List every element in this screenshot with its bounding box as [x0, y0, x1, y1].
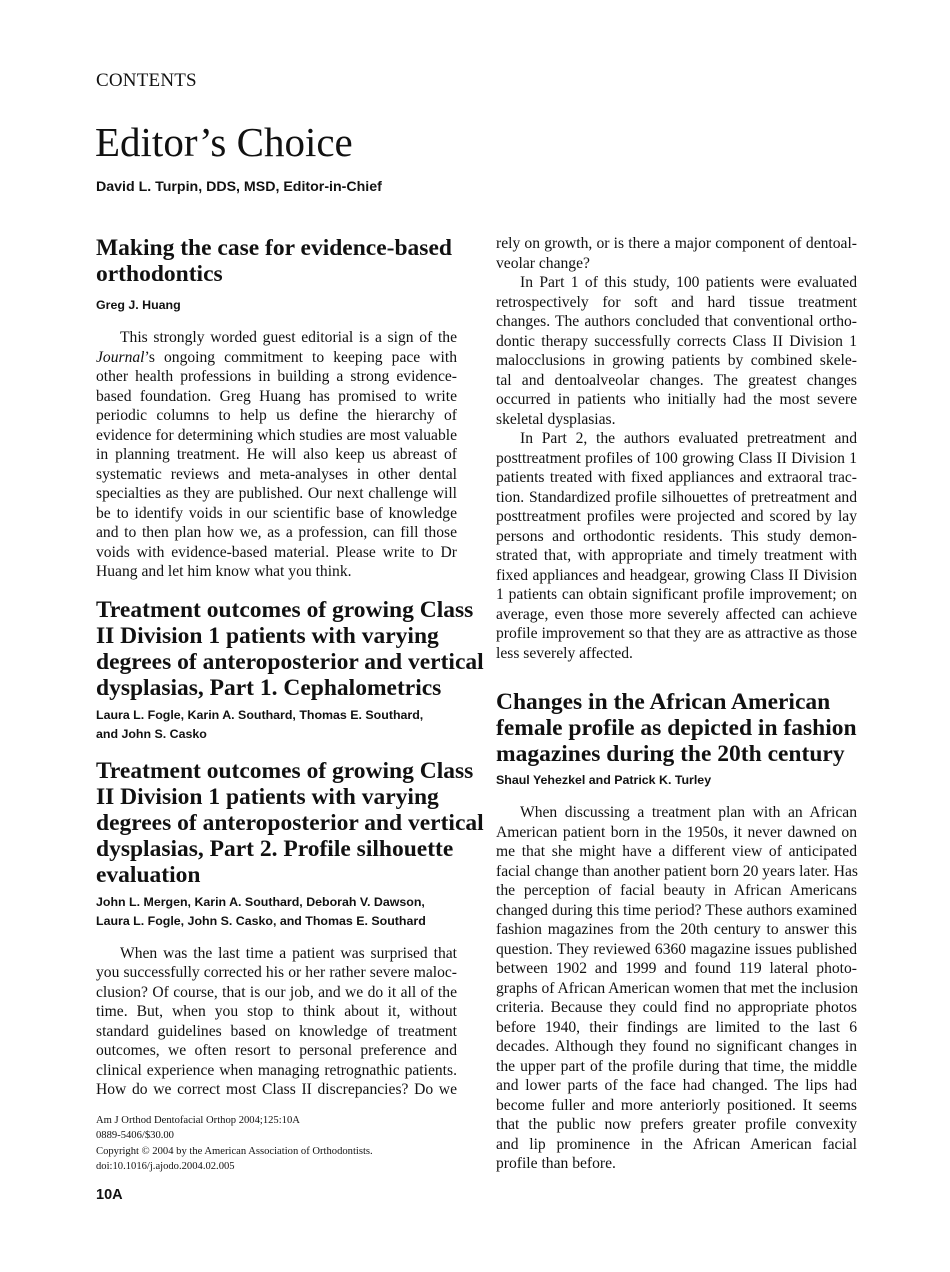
- summary-line: fixed appliances and headgear, growing Class II Division: [496, 566, 857, 584]
- author-line: Laura L. Fogle, Karin A. Southard, Thomas E. Southard,: [96, 707, 424, 722]
- title-line: II Division 1 patients with varying: [96, 622, 439, 649]
- summary-line: and lower parts of the face had changed. The lips had: [496, 1077, 857, 1094]
- summary-line: criteria. Because they could find no appropriate photos: [496, 999, 857, 1016]
- article-part1-cephalometrics: [96, 596, 484, 744]
- title-line: evaluation: [96, 861, 201, 888]
- summary-line: and lip prominence in the African American facial: [496, 1135, 857, 1153]
- author-line: and John S. Casko: [96, 726, 207, 741]
- summary-line: outcomes, we often resort to personal preference and: [96, 1042, 457, 1059]
- article-part2-profile-silhouette: [96, 757, 484, 1100]
- summary-line: fashion magazines from the 20th century to answer this: [496, 921, 857, 938]
- title-line: degrees of anteroposterior and vertical: [96, 809, 484, 836]
- section-label: CONTENTS: [96, 70, 197, 91]
- summary-line: evidence for determining which studies are most valuable: [96, 426, 457, 444]
- right-column: [496, 234, 857, 1174]
- summary-line: In Part 2, the authors evaluated pretreatment and: [520, 430, 857, 447]
- left-column: [96, 234, 484, 1100]
- summary-line: periodic columns to help us define the hierarchy of: [96, 407, 457, 424]
- citation-footer: [96, 1113, 373, 1174]
- summary-line: clusion? Of course, that is our job, and we do it all of the: [96, 983, 457, 1001]
- summary-line: before 1940, their findings are limited to the last 6: [496, 1018, 857, 1036]
- journal-citation: Am J Orthod Dentofacial Orthop 2004;125:10A: [96, 1115, 300, 1126]
- summary-line: that the public now prefers greater profile convexity: [496, 1116, 857, 1133]
- summary-line: dontic therapy successfully corrects Class II Division 1: [496, 332, 857, 350]
- summary-line: changed during this time period? These authors examined: [496, 901, 857, 919]
- summary-line: time. But, when you stop to think about it, without: [96, 1003, 457, 1020]
- article-summary: [496, 803, 857, 1174]
- author-line: Shaul Yehezkel and Patrick K. Turley: [496, 773, 712, 787]
- article-title: [496, 689, 857, 767]
- author-line: John L. Mergen, Karin A. Southard, Deborah V. Dawson,: [96, 894, 425, 909]
- summary-line: become fuller and more anteriorly positioned. It seems: [496, 1096, 857, 1114]
- summary-line: strated that, with appropriate and timely treatment with: [496, 547, 857, 564]
- article-title: [96, 596, 484, 701]
- title-line: Changes in the African American: [496, 689, 831, 715]
- summary-line: tal and dentoalveolar changes. The greatest changes: [496, 371, 857, 389]
- article-summary: [96, 944, 457, 1100]
- summary-line: in planning treatment. He will also keep us abreast of: [96, 446, 457, 463]
- summary-line: average, even those more severely affected can achieve: [496, 605, 857, 623]
- summary-line: systematic reviews and meta-analyses in other dental: [96, 465, 457, 483]
- summary-line: When discussing a treatment plan with an African: [520, 804, 857, 821]
- summary-line: skeletal dysplasias.: [496, 410, 616, 428]
- summary-line: persons and orthodontic residents. This study demon-: [496, 527, 857, 545]
- title-line: magazines during the 20th century: [496, 741, 845, 767]
- summary-line-rest: ’s ongoing commitment to keeping pace with: [144, 348, 457, 366]
- title-line: dysplasias, Part 1. Cephalometrics: [96, 674, 442, 701]
- summary-line: decades. Although they found no significant changes in: [496, 1038, 857, 1055]
- summary-line: less severely affected.: [496, 644, 633, 662]
- summary-line: This strongly worded guest editorial is a sign of the: [120, 329, 457, 346]
- summary-line: between 1902 and 1999 and found 119 lateral photo-: [496, 960, 857, 977]
- summary-line: profile than before.: [496, 1155, 616, 1172]
- summary-line: tion. Standardized profile silhouettes of pretreatment and: [496, 488, 857, 506]
- page-title: Editor’s Choice: [95, 119, 353, 165]
- title-line: Treatment outcomes of growing Class: [96, 596, 474, 623]
- summary-line: voids with evidence-based material. Please write to Dr: [96, 543, 457, 561]
- summary-line: standard guidelines based on knowledge of treatment: [96, 1022, 457, 1040]
- summary-line: posttreatment profiles were projected and scored by lay: [496, 508, 857, 525]
- summary-line: facial change than another patient born 20 years later. Has: [496, 862, 858, 880]
- title-line: Treatment outcomes of growing Class: [96, 757, 474, 784]
- article-summary: [96, 328, 457, 582]
- title-line: orthodontics: [96, 261, 223, 287]
- summary-line: posttreatment profiles of 100 growing Class II Division 1: [496, 449, 857, 467]
- article-summary-continued: [496, 234, 857, 663]
- summary-line: 1 patients can obtain significant profile improvement; on: [496, 586, 857, 603]
- editor-byline: David L. Turpin, DDS, MSD, Editor-in-Chief: [96, 179, 382, 195]
- summary-line: Huang and let him know what you think.: [96, 563, 352, 580]
- summary-line: When was the last time a patient was surprised that: [120, 944, 457, 962]
- summary-line: you successfully corrected his or her rather severe maloc-: [96, 964, 457, 981]
- journal-italic: Journal: [96, 348, 145, 366]
- issn-price: 0889-5406/$30.00: [96, 1130, 174, 1142]
- summary-line: veolar change?: [496, 254, 590, 272]
- article-title: [96, 757, 484, 888]
- summary-line: changes. The authors concluded that conventional ortho-: [496, 313, 857, 330]
- summary-line: and to then plan how we, as a profession, can fill those: [96, 524, 457, 541]
- article-authors: [96, 706, 457, 744]
- summary-line: specialties as they are published. Our next challenge will: [96, 485, 457, 502]
- summary-line: retrospectively for soft and hard tissue treatment: [496, 293, 857, 311]
- summary-line: rely on growth, or is there a major component of dentoal-: [496, 235, 857, 252]
- summary-line: the upper part of the profile during that time, the middle: [496, 1057, 857, 1075]
- article-authors: [96, 296, 457, 315]
- summary-line: profile improvement so that they are as attractive as those: [496, 625, 857, 642]
- page-number: 10A: [96, 1187, 123, 1203]
- summary-line: In Part 1 of this study, 100 patients were evaluated: [520, 274, 857, 291]
- summary-line: graphs of African American women that met the inclusion: [496, 979, 859, 997]
- summary-line: How do we correct most Class II discrepancies? Do we: [96, 1081, 457, 1098]
- summary-line: be to identify voids in our scientific base of knowledge: [96, 504, 457, 522]
- summary-line: based foundation. Greg Huang has promised to write: [96, 387, 457, 405]
- author-line: Greg J. Huang: [96, 298, 181, 312]
- article-evidence-based: [96, 235, 457, 582]
- title-line: II Division 1 patients with varying: [96, 783, 439, 810]
- title-line: female profile as depicted in fashion: [496, 715, 857, 741]
- title-line: Making the case for evidence-based: [96, 235, 452, 261]
- summary-line: American patient born in the 1950s, it never dawned on: [496, 823, 857, 841]
- title-line: dysplasias, Part 2. Profile silhouette: [96, 835, 454, 862]
- summary-line: question. They reviewed 6360 magazine issues published: [496, 940, 857, 958]
- summary-line: me that she might have a different view of anticipated: [496, 843, 857, 860]
- copyright-notice: Copyright © 2004 by the American Association of Orthodontists.: [96, 1145, 373, 1157]
- article-authors: [496, 771, 857, 790]
- article-title: [96, 235, 457, 287]
- summary-line: malocclusions in growing patients by combined skele-: [496, 352, 857, 369]
- article-african-american-profile: [496, 689, 857, 1174]
- summary-line: [96, 348, 457, 368]
- doi-link[interactable]: doi:10.1016/j.ajodo.2004.02.005: [96, 1160, 235, 1172]
- title-line: degrees of anteroposterior and vertical: [96, 648, 484, 675]
- summary-line: occurred in patients who initially had the most severe: [496, 391, 857, 408]
- summary-line: patients treated with fixed appliances and extraoral trac-: [496, 469, 857, 486]
- author-line: Laura L. Fogle, John S. Casko, and Thomas E. Southard: [96, 913, 426, 928]
- summary-line: the perception of facial beauty in African Americans: [496, 882, 857, 899]
- article-authors: [96, 893, 457, 931]
- summary-line: clinical experience when managing retrognathic patients.: [96, 1061, 457, 1079]
- summary-line: other health professions in building a strong evidence-: [96, 368, 457, 385]
